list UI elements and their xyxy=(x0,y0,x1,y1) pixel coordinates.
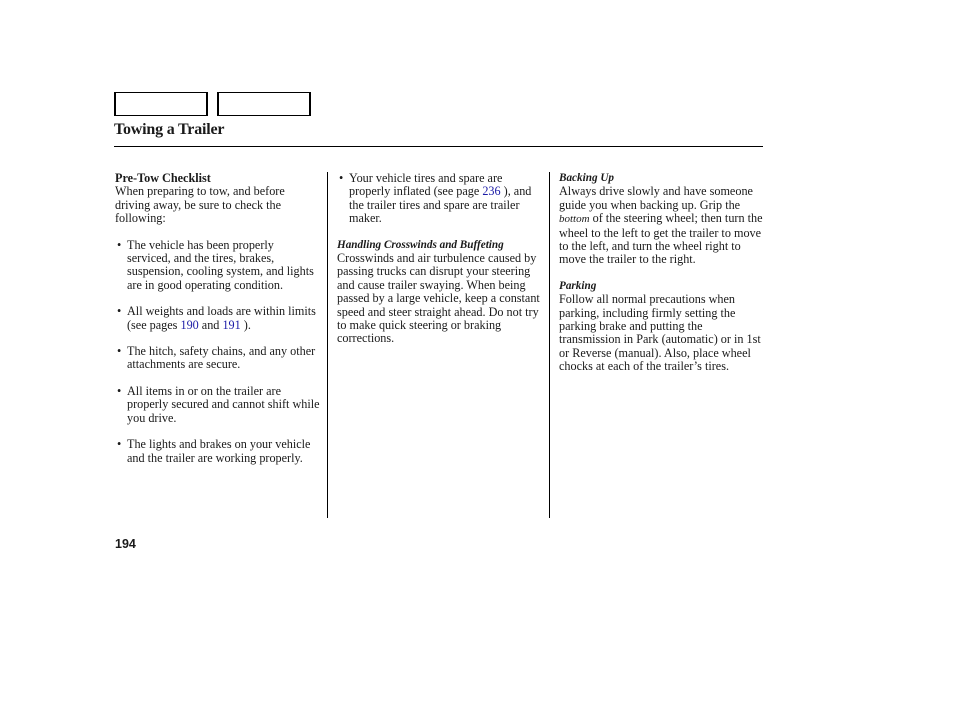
bullet-icon: • xyxy=(117,237,122,252)
checklist-item xyxy=(115,438,320,465)
section-heading-crosswinds: Handling Crosswinds and Buffeting xyxy=(337,238,504,251)
checklist-item xyxy=(115,305,320,332)
column-divider-2 xyxy=(549,172,550,518)
checklist-item-text: Your vehicle tires and spare are properly inflated (see page xyxy=(349,171,503,199)
bullet-icon: • xyxy=(339,171,344,185)
checklist-item-text: The lights and brakes on your vehicle and the trailer are working properly. xyxy=(127,437,311,465)
column-crosswinds xyxy=(337,172,542,346)
bullet-icon: • xyxy=(117,304,122,319)
section-heading-parking: Parking xyxy=(559,279,597,292)
checklist-item-text: All weights and loads are within limits (see pages xyxy=(127,304,316,332)
bullet-icon: • xyxy=(117,344,122,359)
bullet-icon: • xyxy=(117,383,122,398)
checklist-item-text: All items in or on the trailer are properly secured and cannot shift while you drive. xyxy=(127,383,320,425)
bullet-icon: • xyxy=(117,437,122,452)
section-heading-pre-tow: Pre-Tow Checklist xyxy=(115,171,211,185)
section-heading-backing-up: Backing Up xyxy=(559,172,615,184)
page-title: Towing a Trailer xyxy=(114,121,225,138)
backing-up-emphasis: bottom xyxy=(559,213,590,226)
column-divider-1 xyxy=(327,172,328,518)
checklist-intro: When preparing to tow, and before driving away, be sure to check the following: xyxy=(115,184,285,226)
title-divider xyxy=(114,146,763,147)
page-link-190[interactable]: 190 xyxy=(180,317,199,332)
parking-body: Follow all normal precautions when parking, including firmly setting the parking brake and putting the transmission in Park (automatic) or in 1st or Reverse (manual). Also, place wheel chocks at each of the trailer’s tires. xyxy=(559,292,761,374)
checklist-item-text: The hitch, safety chains, and any other attachments are secure. xyxy=(127,344,316,372)
column-backing-parking xyxy=(559,172,765,374)
checklist-item xyxy=(115,345,320,372)
crosswinds-body: Crosswinds and air turbulence caused by passing trucks can disrupt your steering and cause trailer swaying. When being passed by a large vehicle, keep a constant speed and steer straight ahead. Do not try to make quick steering or braking corrections. xyxy=(337,251,540,346)
backing-up-body xyxy=(559,185,765,266)
checklist-item xyxy=(115,385,320,425)
page-link-191[interactable]: 191 xyxy=(222,317,241,332)
checklist-item-text: ). xyxy=(240,317,251,332)
nav-button-next[interactable] xyxy=(217,92,311,116)
nav-button-prev[interactable] xyxy=(114,92,208,116)
page-number: 194 xyxy=(115,537,136,551)
checklist-item-text: and xyxy=(198,317,223,332)
checklist-item xyxy=(337,172,542,226)
column-pre-tow-checklist xyxy=(115,172,320,465)
checklist-item-text: The vehicle has been properly serviced, and the tires, brakes, suspension, cooling system, and lights are in good operating condition. xyxy=(127,237,314,292)
checklist-item xyxy=(115,239,320,293)
backing-up-text: of the steering wheel; then turn the wheel to the left to get the trailer to move to the left, and turn the wheel right to move the trailer to the right. xyxy=(559,211,763,267)
checklist-item-text: ), and the trailer tires and spare are trailer maker. xyxy=(349,184,532,226)
page-link-236[interactable]: 236 xyxy=(482,184,501,199)
backing-up-text: Always drive slowly and have someone guide you when backing up. Grip the xyxy=(559,184,753,212)
